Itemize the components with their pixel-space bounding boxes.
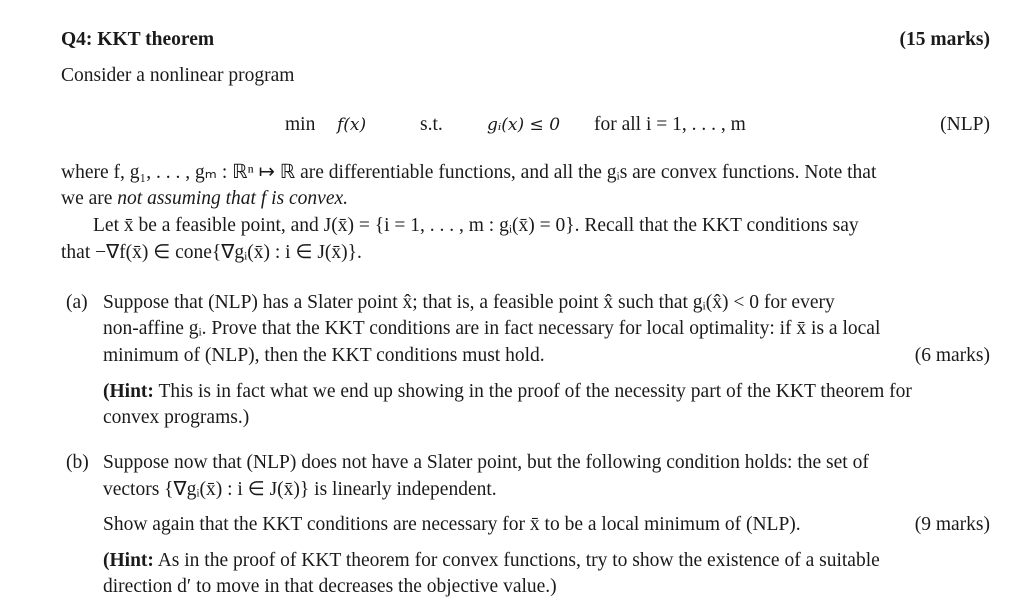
program-forall: for all i = 1, . . . , m xyxy=(594,114,746,135)
part-b-hint-text-1: As in the proof of KKT theorem for convex functions, try to show the existence of a suitable xyxy=(153,550,880,571)
where-line-2 xyxy=(61,186,348,212)
part-b-label: (b) xyxy=(66,452,89,473)
part-a-hint-label: (Hint: xyxy=(103,381,154,402)
part-a-hint-line-1 xyxy=(103,379,912,405)
program-min: min xyxy=(285,114,316,135)
part-a-line-1: Suppose that (NLP) has a Slater point x̂; that is, a feasible point x̂ such that gᵢ(x̂) < 0 for every xyxy=(103,292,835,313)
where-line-3: Let x̄ be a feasible point, and J(x̄) = {i = 1, . . . , m : gᵢ(x̄) = 0}. Recall that the KKT conditions say xyxy=(93,215,859,236)
question-marks: (15 marks) xyxy=(899,29,990,50)
part-b-line-3: Show again that the KKT conditions are necessary for x̄ to be a local minimum of (NLP). xyxy=(103,514,801,535)
part-b-line-1: Suppose now that (NLP) does not have a Slater point, but the following condition holds: the set of xyxy=(103,452,869,473)
part-b-hint-line-1 xyxy=(103,548,880,574)
part-b-hint-label: (Hint: xyxy=(103,550,154,571)
program-objective: f(x) xyxy=(337,115,367,135)
where-line-2-pre: we are xyxy=(61,188,118,209)
program-constraint: gᵢ(x) ≤ 0 xyxy=(487,115,561,135)
part-a-line-3: minimum of (NLP), then the KKT conditions must hold. xyxy=(103,345,545,366)
where-line-4: that −∇f(x̄) ∈ cone{∇gᵢ(x̄) : i ∈ J(x̄)}. xyxy=(61,242,362,263)
part-a-marks: (6 marks) xyxy=(914,345,990,366)
program-label: (NLP) xyxy=(940,114,990,135)
question-title: Q4: KKT theorem xyxy=(61,29,215,50)
where-line-2-italic: not assuming that f is convex. xyxy=(117,188,349,209)
where-line-1: where f, g₁, . . . , gₘ : ℝⁿ ↦ ℝ are differentiable functions, and all the gᵢs are convex functions. Note that xyxy=(61,162,877,183)
part-b-marks: (9 marks) xyxy=(914,514,990,535)
part-a-hint-text-1: This is in fact what we end up showing in the proof of the necessity part of the KKT theorem for xyxy=(153,381,912,402)
intro-line: Consider a nonlinear program xyxy=(61,65,295,86)
part-a-label: (a) xyxy=(66,292,88,313)
part-b-line-2: vectors {∇gᵢ(x̄) : i ∈ J(x̄)} is linearly independent. xyxy=(103,479,497,500)
part-a-line-2: non-affine gᵢ. Prove that the KKT conditions are in fact necessary for local optimality: if x̄ is a local xyxy=(103,318,881,339)
program-st: s.t. xyxy=(420,114,443,135)
part-a-hint-line-2: convex programs.) xyxy=(103,407,250,428)
part-b-hint-line-2: direction d′ to move in that decreases the objective value.) xyxy=(103,576,557,597)
